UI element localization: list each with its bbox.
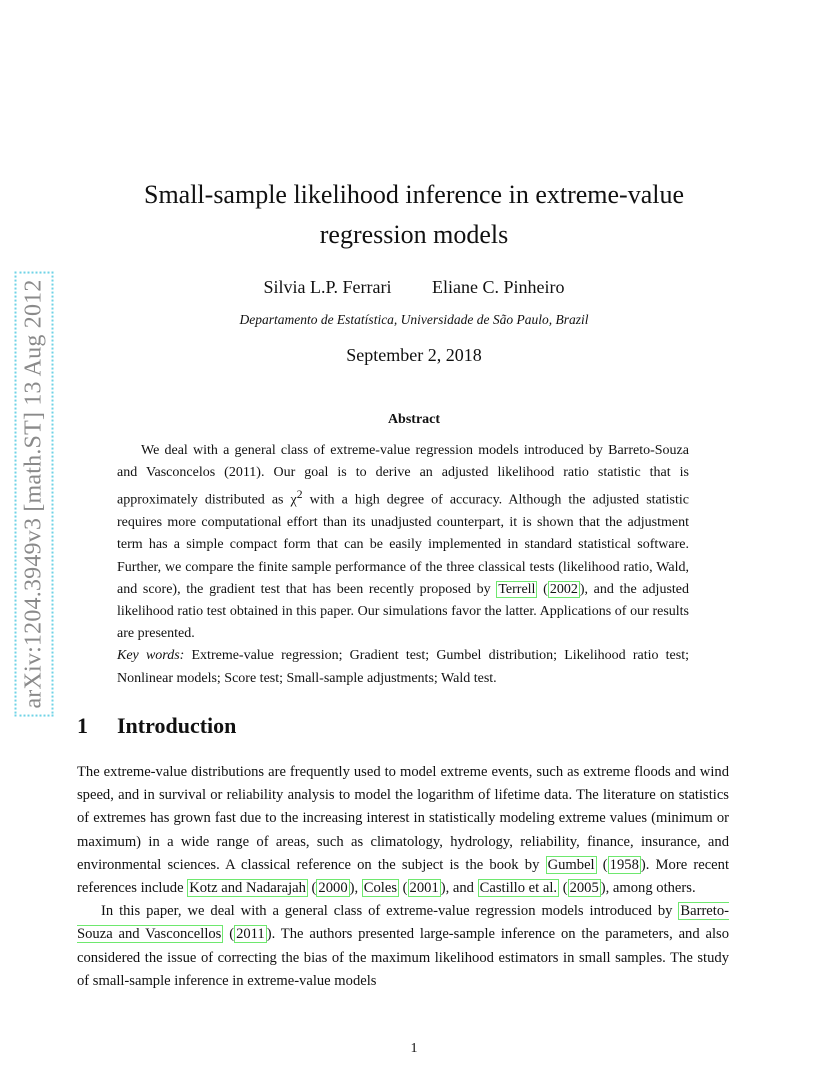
affiliation: Departamento de Estatística, Universidade de São Paulo, Brazil [239, 312, 589, 327]
citation-gumbel-year[interactable]: 1958 [609, 856, 639, 873]
intro-text-1h: ( [559, 880, 568, 897]
citation-terrell[interactable]: Terrell [498, 581, 536, 597]
intro-text-1e: ), [349, 880, 362, 897]
abstract-body [117, 440, 689, 690]
abstract-text-4: ), and the adjusted likelihood ratio test obtained in this paper. Our simulations favor the latter. Applications of our results are presented. [117, 581, 689, 642]
introduction-body [77, 761, 729, 993]
intro-text-2b: ( [223, 926, 235, 943]
intro-text-1c: ). More recent references include [77, 856, 730, 897]
intro-text-1b: ( [596, 856, 608, 873]
intro-text-2c: ). The authors presented large-sample inference on the parameters, and also considered the issue of correcting the bias of the maximum likelihood estimators in small samples. The study of small-sample inference in extreme-value models [77, 926, 729, 989]
intro-text-1d: ( [307, 880, 317, 897]
citation-terrell-year[interactable]: 2002 [549, 581, 578, 597]
paper-title-line-2: regression models [319, 220, 509, 249]
abstract-text-2: with a high degree of accuracy. Although the adjusted statistic requires more computational effort than its unadjusted counterpart, it is shown that the adjustment term has a simple compact form that can be easily implemented in standard statistical software. Further, we compare the finite sample performance of the three classical tests (likelihood ratio, Wald, and score), the gradient test that has been recently proposed by [117, 493, 689, 597]
citation-castillo[interactable]: Castillo et al. [479, 880, 558, 897]
intro-text-1a: The extreme-value distributions are frequently used to model extreme events, such as extreme floods and wind speed, and in survival or reliability analysis to model the logarithm of lifetime data. The literature on statistics of extremes has grown fast due to the increasing interest in statistically modeling extreme values (minimum or maximum) in a wide range of areas, such as climatology, hydrology, reliability, finance, insurance, and environmental sciences. A classical reference on the subject is the book by [77, 764, 729, 873]
arxiv-identifier-stamp[interactable]: arXiv:1204.3949v3 [math.ST] 13 Aug 2012 [15, 271, 54, 716]
paper-title [0, 175, 828, 255]
chi-square-superscript: 2 [296, 488, 303, 502]
citation-gumbel[interactable]: Gumbel [547, 856, 595, 873]
intro-text-1i: ), among others. [600, 880, 696, 897]
section-title: Introduction [117, 713, 237, 738]
citation-barreto[interactable]: Barreto-Souza and Vasconcellos [77, 903, 729, 943]
citation-barreto-year[interactable]: 2011 [236, 926, 265, 943]
abstract-heading: Abstract [387, 412, 441, 427]
citation-coles[interactable]: Coles [363, 880, 398, 897]
keywords-label: Key words: [117, 648, 185, 664]
keywords-list: Extreme-value regression; Gradient test; Gumbel distribution; Likelihood ratio test; Nonlinear models; Score test; Small-sample adjustments; Wald test. [117, 648, 689, 686]
citation-kotz-year[interactable]: 2000 [318, 880, 348, 897]
intro-text-1f: ( [399, 880, 408, 897]
citation-kotz[interactable]: Kotz and Nadarajah [189, 880, 306, 897]
section-number: 1 [77, 713, 88, 738]
citation-castillo-year[interactable]: 2005 [569, 880, 599, 897]
page-number: 1 [410, 1041, 418, 1056]
intro-paragraph-2 [77, 900, 729, 993]
paper-title-line-1: Small-sample likelihood inference in extreme-value [143, 180, 685, 209]
abstract-paragraph [117, 440, 689, 645]
intro-paragraph-1 [77, 761, 729, 900]
author-2: Eliane C. Pinheiro [432, 277, 565, 297]
abstract-text-3: ( [537, 581, 548, 597]
intro-text-2a: In this paper, we deal with a general class of extreme-value regression models introduced by [101, 903, 679, 920]
citation-coles-year[interactable]: 2001 [409, 880, 439, 897]
section-heading-introduction [77, 713, 236, 739]
intro-text-1g: ), and [440, 880, 478, 897]
keywords [117, 645, 689, 689]
abstract-text-1: We deal with a general class of extreme-value regression models introduced by Barreto-Souza and Vasconcelos (2011). Our goal is to derive an adjusted likelihood ratio statistic that is approximately distributed as χ [117, 443, 689, 509]
date: September 2, 2018 [346, 345, 482, 365]
author-1: Silvia L.P. Ferrari [263, 277, 392, 297]
authors [0, 277, 828, 298]
